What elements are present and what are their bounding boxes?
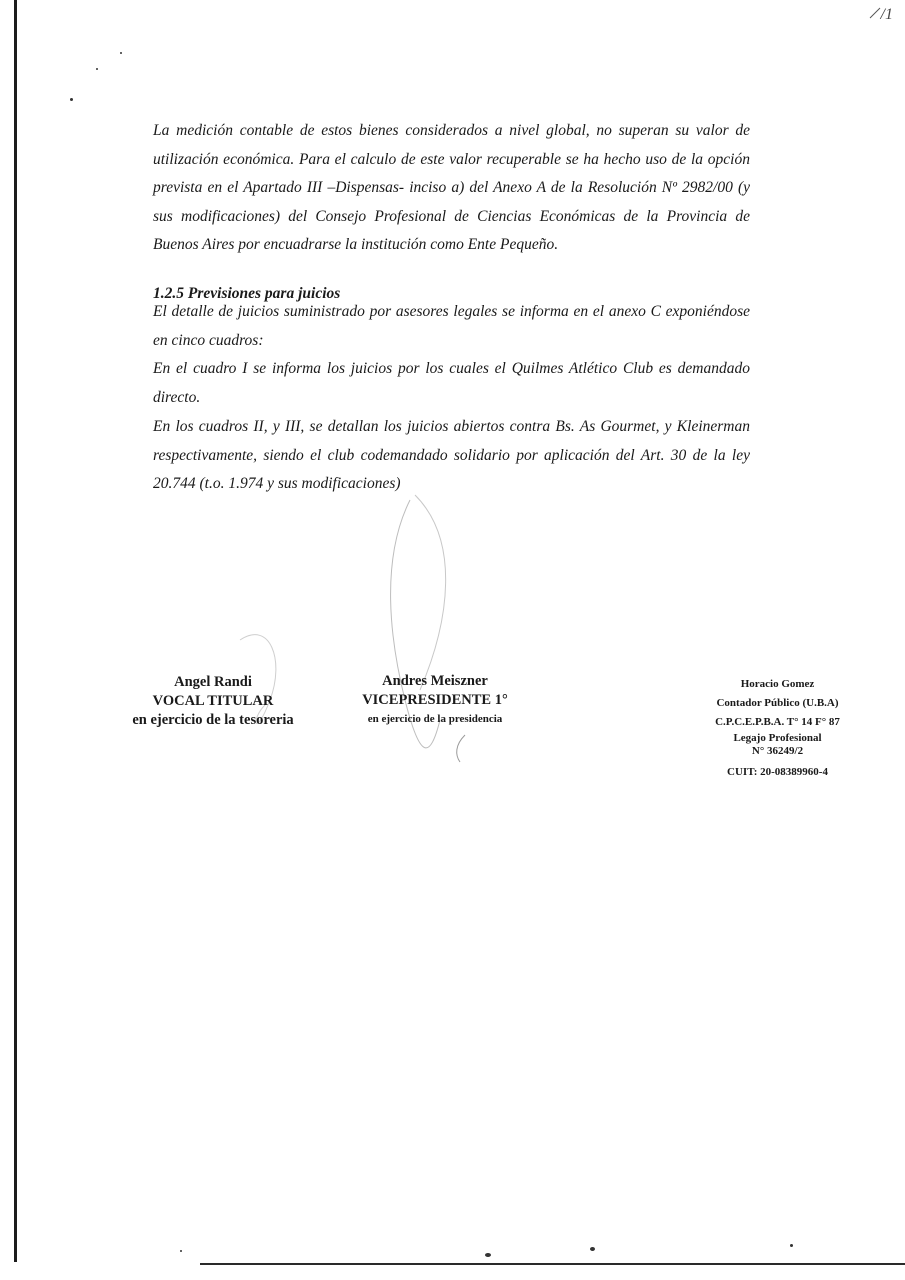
signature-block-treasurer — [98, 673, 328, 730]
scan-left-border — [14, 0, 17, 1262]
paragraph-judgments-detail — [153, 298, 750, 355]
signer-registry: C.P.C.E.P.B.A. T° 14 F° 87 — [715, 716, 840, 728]
paragraph-cuadros-2-3 — [153, 413, 750, 499]
page-mark: /1 — [880, 6, 893, 23]
paragraph-cuadro-1-text: En el cuadro I se informa los juicios por los cuales el Quilmes Atlético Club es demandado directo. — [153, 360, 750, 406]
signature-block-accountant — [700, 675, 855, 782]
paragraph-cuadros-2-3-text: En los cuadros II, y III, se detallan los juicios abiertos contra Bs. As Gourmet, y Kleinerman respectivamente, siendo el club codemandado solidario por aplicación del Art. 30 de la ley 20.744 (t.o. 1.974 y sus modificaciones) — [153, 418, 750, 493]
signer-detail: en ejercicio de la presidencia — [367, 713, 503, 725]
scan-speck — [70, 98, 73, 101]
signer-detail: en ejercicio de la tesoreria — [132, 712, 294, 728]
signer-name: Angel Randi — [174, 674, 252, 690]
signer-legajo-number: N° 36249/2 — [751, 745, 804, 757]
paragraph-valuation-text: La medición contable de estos bienes considerados a nivel global, no superan su valor de utilización económica. Para el calculo de este valor recuperable se ha hecho uso de la opción prevista en el Apartado III –Dispensas- inciso a) del Anexo A de la Resolución Nº 2982/00 (y sus modificaciones) del Consejo Profesional de Ciencias Económicas de la Provincia de Buenos Aires por encuadrarse la institución como Ente Pequeño. — [153, 122, 750, 254]
paragraph-cuadro-1 — [153, 355, 750, 412]
signer-title: Contador Público (U.B.A) — [716, 697, 839, 709]
signature-stroke — [415, 495, 446, 690]
scan-speck — [180, 1250, 182, 1252]
scan-speck — [790, 1244, 793, 1247]
paragraph-valuation — [153, 117, 750, 260]
signer-role: VICEPRESIDENTE 1° — [362, 692, 508, 708]
paragraph-judgments-detail-text: El detalle de juicios suministrado por asesores legales se informa en el anexo C exponiéndose en cinco cuadros: — [153, 303, 750, 349]
signer-legajo: Legajo Profesional — [733, 732, 822, 744]
signer-role: VOCAL TITULAR — [152, 693, 274, 709]
signer-name: Horacio Gomez — [740, 678, 815, 690]
scan-speck — [590, 1247, 595, 1251]
signer-cuit: CUIT: 20-08389960-4 — [727, 766, 828, 778]
scan-speck — [120, 52, 122, 54]
signature-block-vicepresident — [340, 672, 530, 729]
section-title: 1.2.5 Previsiones para juicios — [153, 285, 341, 302]
signature-stroke — [457, 735, 465, 762]
scan-speck — [96, 68, 98, 70]
signer-name: Andres Meiszner — [382, 673, 488, 689]
scan-speck — [485, 1253, 491, 1257]
scan-bottom-border — [200, 1263, 905, 1265]
signature-stroke — [870, 8, 880, 18]
